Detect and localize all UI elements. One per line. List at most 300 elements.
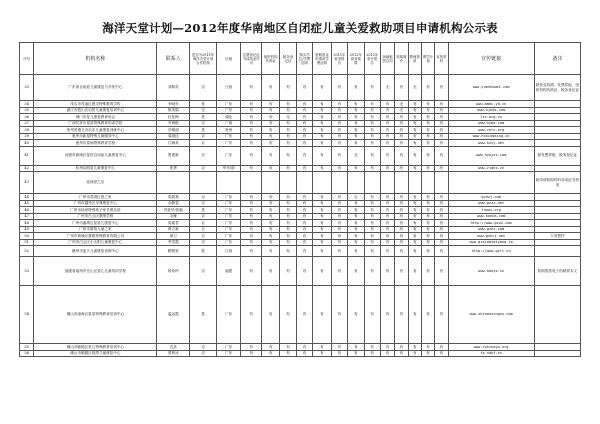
website-link[interactable]: gzhzj.com: [448, 194, 534, 201]
document-status: 有: [296, 127, 312, 134]
website-link[interactable]: www.gzkz.com: [448, 226, 534, 233]
document-status: 有: [348, 246, 364, 257]
document-status: 有: [280, 165, 296, 172]
document-status: 有: [280, 233, 296, 240]
document-status: 有: [331, 133, 347, 140]
contact-person: 曾桥冰: [157, 350, 190, 357]
document-status: 有: [313, 127, 331, 134]
org-name: 广州市白云区康纳学校: [34, 213, 157, 220]
document-status: 有: [296, 233, 312, 240]
document-status: 有: [313, 75, 331, 101]
region: 广东: [216, 200, 241, 207]
partner-flag: 否: [190, 233, 217, 240]
document-status: 有: [408, 127, 421, 134]
document-status: 有: [395, 286, 408, 344]
document-status: 有: [296, 213, 312, 220]
region: 广东: [216, 194, 241, 201]
website-link[interactable]: www.hzcy.net: [448, 140, 534, 147]
document-status: 有: [421, 350, 434, 357]
document-status: 有: [421, 133, 434, 140]
document-status: 有: [380, 344, 394, 351]
document-status: 有: [380, 350, 394, 357]
document-status: [261, 172, 279, 194]
document-status: 有: [435, 194, 448, 201]
document-status: 有: [348, 233, 364, 240]
document-status: 有: [348, 239, 364, 246]
table-row: [20, 350, 581, 357]
column-header: 2012年财务预算: [348, 43, 364, 75]
document-status: 有: [348, 140, 364, 147]
document-status: 有: [364, 107, 380, 114]
document-status: 有: [364, 194, 380, 201]
partner-flag: 是: [190, 246, 217, 257]
region: 广东: [216, 207, 241, 214]
region: 广东: [216, 220, 241, 227]
table-row: [20, 172, 581, 194]
document-status: 有: [408, 257, 421, 286]
document-status: 有: [296, 133, 312, 140]
document-status: 有: [261, 165, 279, 172]
document-status: 有: [364, 101, 380, 108]
column-header: 宣传链接: [448, 43, 534, 75]
row-number: 43: [20, 172, 34, 194]
document-status: 有: [421, 257, 434, 286]
row-number: 44: [20, 194, 34, 201]
row-number: 56: [20, 350, 34, 357]
column-header: 税务登记证: [280, 43, 296, 75]
website-link[interactable]: www.gzxiaotaiyang.co: [448, 239, 534, 246]
website-link[interactable]: lxc.org.cn: [448, 114, 534, 121]
document-status: 有: [380, 107, 394, 114]
partner-flag: 是: [190, 114, 217, 121]
document-status: 有: [408, 133, 421, 140]
document-status: 有: [364, 226, 380, 233]
document-status: 有: [296, 239, 312, 246]
document-status: 有: [261, 246, 279, 257]
document-status: 有: [280, 246, 296, 257]
website-link[interactable]: www.xhinanxingxx.com: [448, 286, 534, 344]
website-link[interactable]: www.mmbc.yd.cn: [448, 101, 534, 108]
partner-flag: 否: [190, 140, 217, 147]
document-status: 有: [408, 246, 421, 257]
document-status: 有: [380, 120, 394, 127]
document-status: 有: [395, 114, 408, 121]
contact-person: 李雪霞: [157, 239, 190, 246]
document-status: 有: [395, 233, 408, 240]
partner-flag: 是: [190, 101, 217, 108]
row-number: 45: [20, 200, 34, 207]
document-status: 有: [395, 207, 408, 214]
contact-person: 温远霞: [157, 286, 190, 344]
document-status: [395, 172, 408, 194]
contact-person: 沈美: [157, 344, 190, 351]
document-status: 有: [313, 226, 331, 233]
document-status: 有: [313, 200, 331, 207]
row-number: 49: [20, 226, 34, 233]
document-status: [348, 172, 364, 194]
contact-person: 廖卫: [157, 233, 190, 240]
document-status: 有: [313, 101, 331, 108]
document-status: 有: [296, 286, 312, 344]
document-status: 有: [364, 246, 380, 257]
document-status: 有: [421, 146, 434, 165]
document-status: 有: [331, 350, 347, 357]
remark: [534, 246, 580, 257]
remark: 缺申请机构材料各项证书材发: [534, 172, 580, 194]
document-status: 有: [364, 239, 380, 246]
document-status: 有: [395, 213, 408, 220]
document-status: 有: [280, 127, 296, 134]
partner-flag: [190, 172, 217, 194]
region: 广东: [216, 146, 241, 165]
document-status: 有: [380, 194, 394, 201]
document-status: 有: [421, 114, 434, 121]
org-name: 广州市番禺区星星儿康复中心: [34, 220, 157, 227]
website-link[interactable]: http://www.gzlt.cn: [448, 246, 534, 257]
document-status: 有: [280, 257, 296, 286]
document-status: 有: [395, 120, 408, 127]
website-link[interactable]: www.gzhcj.net: [448, 233, 534, 240]
contact-person: 韦海艳: [157, 120, 190, 127]
row-number: 35: [20, 107, 34, 114]
document-status: 有: [348, 220, 364, 227]
document-status: 有: [435, 101, 448, 108]
contact-person: 冯爱华/张毅: [157, 207, 190, 214]
row-number: 48: [20, 220, 34, 227]
document-status: 有: [261, 107, 279, 114]
region: 广东: [216, 133, 241, 140]
document-status: 有: [348, 114, 364, 121]
document-status: 有: [280, 120, 296, 127]
document-status: 有: [395, 226, 408, 233]
org-name: 福建省福州市仓山区爱心儿童培训学校: [34, 257, 157, 286]
document-status: 有: [364, 207, 380, 214]
org-name: 惠州市新星特殊儿童服务中心: [34, 133, 157, 140]
document-status: 有: [241, 120, 262, 127]
document-status: 有: [261, 257, 279, 286]
website-link[interactable]: www.xyea.com: [448, 120, 534, 127]
document-status: 有: [280, 286, 296, 344]
document-status: 有: [280, 75, 296, 101]
column-header: 教师资质: [408, 43, 421, 75]
document-status: 有: [261, 114, 279, 121]
website-link[interactable]: fs-sdkf.cn: [448, 350, 534, 357]
document-status: 有: [395, 165, 408, 172]
website-link[interactable]: www.gzzz.net: [448, 200, 534, 207]
contact-person: 李晓东: [157, 101, 190, 108]
org-name: 佛山市南海区星星特殊教育培训中心: [34, 286, 157, 344]
document-status: 有: [421, 120, 434, 127]
website-link[interactable]: http://www.gzxx.com: [448, 220, 534, 227]
contact-person: 黄立新: [157, 226, 190, 233]
document-status: 有: [408, 226, 421, 233]
document-status: 有: [435, 165, 448, 172]
document-status: 有: [261, 120, 279, 127]
document-status: 有: [280, 200, 296, 207]
website-link[interactable]: [448, 172, 534, 194]
org-name: 广州市黄埔区慧聪特殊教育有限公司: [34, 233, 157, 240]
document-status: 有: [435, 107, 448, 114]
document-status: 有: [364, 220, 380, 227]
website-link[interactable]: www.yueshuwei.com: [448, 75, 534, 101]
document-status: 有: [380, 286, 394, 344]
document-status: 有: [313, 233, 331, 240]
document-status: 有: [280, 239, 296, 246]
document-status: 有: [435, 233, 448, 240]
document-status: 有: [261, 226, 279, 233]
row-number: 34: [20, 101, 34, 108]
document-status: 有: [313, 107, 331, 114]
partner-flag: 否: [190, 257, 217, 286]
document-status: 有: [313, 120, 331, 127]
partner-flag: 否: [190, 146, 217, 165]
document-status: 有: [364, 165, 380, 172]
document-status: 有: [395, 350, 408, 357]
org-name: 荆门市星儿康复教育协会: [34, 114, 157, 121]
document-status: 有: [280, 101, 296, 108]
column-header: 区域: [216, 43, 241, 75]
document-status: 有: [280, 133, 296, 140]
document-status: 有: [331, 226, 347, 233]
region: 广东: [216, 286, 241, 344]
document-status: 有: [421, 207, 434, 214]
document-status: 有: [331, 220, 347, 227]
document-status: 有: [364, 114, 380, 121]
document-status: 有: [380, 133, 394, 140]
document-status: 有: [331, 140, 347, 147]
website-link[interactable]: fuaai.org: [448, 207, 534, 214]
document-status: 有: [364, 233, 380, 240]
row-number: 53: [20, 257, 34, 286]
column-header: 教学计划: [421, 43, 434, 75]
document-status: 有: [408, 140, 421, 147]
website-link[interactable]: www.hzxingxing.cn: [448, 133, 534, 140]
document-status: 无: [348, 194, 364, 201]
document-status: 有: [408, 114, 421, 121]
document-status: 有: [296, 107, 312, 114]
row-number: 46: [20, 207, 34, 214]
document-status: 有: [261, 207, 279, 214]
document-status: 有: [380, 226, 394, 233]
region: 广东: [216, 239, 241, 246]
document-status: 有: [364, 213, 380, 220]
document-status: 有: [421, 127, 434, 134]
document-status: 有: [313, 220, 331, 227]
document-status: 有: [364, 200, 380, 207]
org-name: 赣州市蓝天儿童康复训练中心: [34, 246, 157, 257]
document-status: 有: [280, 350, 296, 357]
contact-person: 冯雅丽: [157, 127, 190, 134]
row-number: 36: [20, 114, 34, 121]
document-status: 有: [331, 233, 347, 240]
document-status: 无: [408, 75, 421, 101]
document-status: 有: [280, 207, 296, 214]
region: 广东: [216, 233, 241, 240]
column-header: 宣传资料: [435, 43, 448, 75]
document-status: 有: [421, 194, 434, 201]
row-number: 37: [20, 120, 34, 127]
document-status: 有: [380, 140, 394, 147]
table-row: [20, 286, 581, 344]
website-link[interactable]: www.kanna.com: [448, 213, 534, 220]
document-status: 有: [261, 344, 279, 351]
region: 福建: [216, 257, 241, 286]
document-status: 有: [280, 140, 296, 147]
org-name: 广东省自闭症儿童康复与开发中心: [34, 75, 157, 101]
applicant-table: [19, 42, 581, 357]
org-name: 杭州启航星儿童康复中心: [34, 165, 157, 172]
document-status: 有: [348, 257, 364, 286]
document-status: [313, 172, 331, 194]
partner-flag: 否: [190, 194, 217, 201]
table-row: [20, 75, 581, 101]
document-status: [241, 172, 262, 194]
document-status: 有: [364, 120, 380, 127]
org-name: 佳绿爱之应: [34, 172, 157, 194]
document-status: 有: [313, 207, 331, 214]
website-link[interactable]: www.aaxyx.cn: [448, 257, 534, 286]
document-status: 有: [421, 246, 434, 257]
document-status: 有: [408, 120, 421, 127]
document-status: 有: [435, 120, 448, 127]
document-status: 有: [241, 239, 262, 246]
region: 广东: [216, 140, 241, 147]
document-status: 有: [313, 213, 331, 220]
document-status: 有: [313, 146, 331, 165]
document-status: 有: [280, 146, 296, 165]
document-status: 有: [380, 114, 394, 121]
document-status: 有: [241, 200, 262, 207]
document-status: 有: [435, 350, 448, 357]
row-number: 41: [20, 146, 34, 165]
org-name: 广西凭祥市星星特殊教育培训学校: [34, 120, 157, 127]
document-status: 有: [348, 286, 364, 344]
document-status: 有: [331, 75, 347, 101]
contact-person: 毛雁: [157, 213, 190, 220]
document-status: 有: [408, 107, 421, 114]
document-status: 有: [280, 213, 296, 220]
document-status: 有: [296, 146, 312, 165]
document-status: 有: [408, 207, 421, 214]
contact-person: 余静雯: [157, 200, 190, 207]
document-status: 有: [241, 344, 262, 351]
document-status: 有: [296, 194, 312, 201]
document-status: 有: [421, 107, 434, 114]
document-status: 有: [296, 246, 312, 257]
document-status: 有: [241, 165, 262, 172]
document-status: 有: [421, 220, 434, 227]
document-status: 有: [435, 133, 448, 140]
document-status: 有: [421, 233, 434, 240]
document-status: 有: [261, 350, 279, 357]
document-status: 有: [241, 107, 262, 114]
document-status: 有: [395, 75, 408, 101]
document-status: 有: [261, 133, 279, 140]
document-status: 有: [296, 114, 312, 121]
partner-flag: 否: [190, 165, 217, 172]
column-header: 组织机构代码证: [261, 43, 279, 75]
column-header: 联系人: [157, 43, 190, 75]
document-status: 有: [408, 233, 421, 240]
partner-flag: 是: [190, 207, 217, 214]
document-status: 有: [364, 350, 380, 357]
document-status: [421, 172, 434, 194]
document-status: 有: [380, 239, 394, 246]
contact-person: 陈美娟: [157, 107, 190, 114]
document-status: [364, 172, 380, 194]
document-status: 有: [435, 200, 448, 207]
row-number: 33: [20, 75, 34, 101]
document-status: 有: [380, 127, 394, 134]
document-status: 有: [261, 233, 279, 240]
region: 广东: [216, 226, 241, 233]
document-status: 有: [331, 213, 347, 220]
region: 贵州: [216, 127, 241, 134]
document-status: 有: [408, 220, 421, 227]
table-row: [20, 257, 581, 286]
document-status: 有: [241, 140, 262, 147]
document-status: 有: [348, 344, 364, 351]
remark: [534, 350, 580, 357]
website-link[interactable]: www.zjkdz.com: [448, 107, 534, 114]
contact-person: 周丽佳: [157, 133, 190, 140]
document-status: 有: [331, 127, 347, 134]
document-status: 有: [313, 114, 331, 121]
document-status: 有: [261, 75, 279, 101]
document-status: 有: [331, 344, 347, 351]
document-status: 有: [261, 140, 279, 147]
document-status: 有: [241, 114, 262, 121]
document-status: 有: [435, 75, 448, 101]
region: 广西: [216, 120, 241, 127]
partner-flag: 否: [190, 226, 217, 233]
document-status: 有: [380, 146, 394, 165]
document-status: [296, 172, 312, 194]
document-status: 有: [435, 344, 448, 351]
website-link[interactable]: www.hyxyzx.com: [448, 146, 534, 165]
partner-flag: 否: [190, 350, 217, 357]
document-status: 有: [348, 213, 364, 220]
table-row: [20, 146, 581, 165]
document-status: 有: [331, 194, 347, 201]
document-status: 有: [280, 344, 296, 351]
document-status: 有: [435, 246, 448, 257]
document-status: 有: [280, 226, 296, 233]
document-status: 有: [421, 286, 434, 344]
document-status: 有: [364, 133, 380, 140]
document-status: 有: [364, 344, 380, 351]
document-status: 有: [435, 239, 448, 246]
region: [216, 172, 241, 194]
document-status: 有: [296, 120, 312, 127]
document-status: 有: [241, 75, 262, 101]
document-status: 有: [313, 140, 331, 147]
partner-flag: 否: [190, 344, 217, 351]
org-name: 惠州市春雨特殊教育学校: [34, 140, 157, 147]
document-status: 有: [421, 200, 434, 207]
document-status: 有: [364, 140, 380, 147]
column-header: 场地租赁合同: [380, 43, 394, 75]
website-link[interactable]: www.zyrc.org: [448, 127, 534, 134]
website-link[interactable]: www.zjqhx.cn: [448, 165, 534, 172]
document-status: 有: [348, 200, 364, 207]
document-status: 有: [421, 226, 434, 233]
website-link[interactable]: www.fskinayu.org: [448, 344, 534, 351]
document-status: 有: [331, 146, 347, 165]
document-status: 有: [348, 120, 364, 127]
document-status: 有: [435, 114, 448, 121]
document-status: 有: [408, 146, 421, 165]
